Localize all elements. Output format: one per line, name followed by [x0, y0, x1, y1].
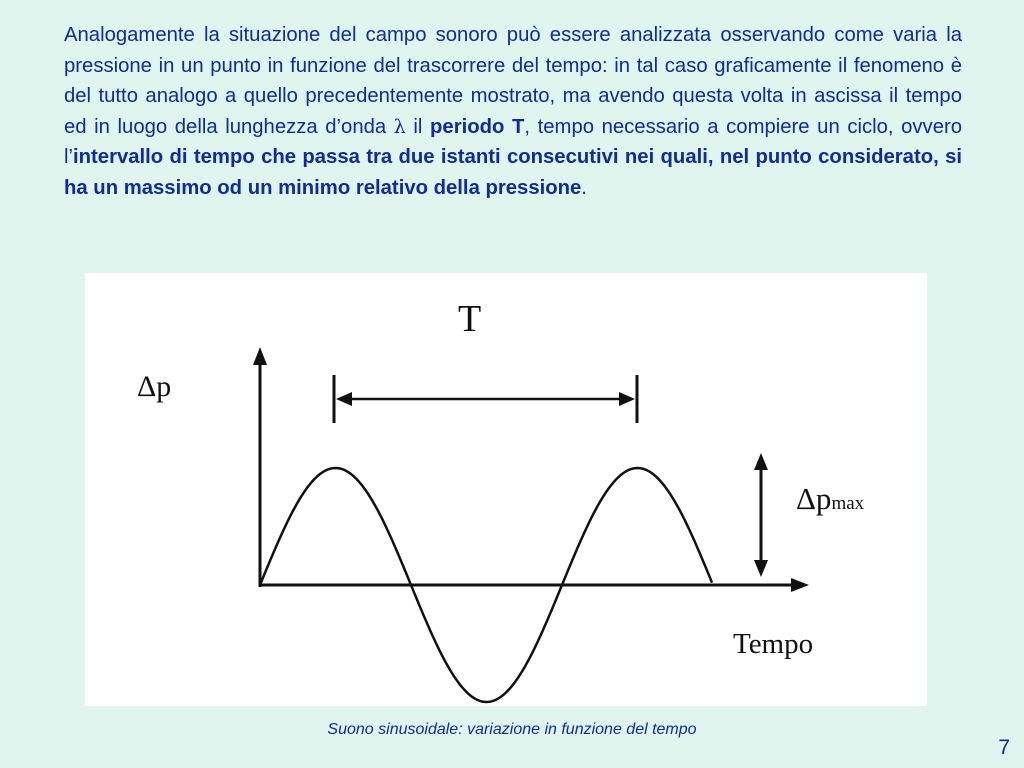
paragraph-end: . [581, 176, 587, 199]
amplitude-subscript: max [831, 493, 865, 514]
x-axis-label: Tempo [733, 628, 814, 660]
amplitude-symbol: Δp [796, 481, 832, 516]
page-number: 7 [998, 736, 1010, 759]
period-term: periodo T [430, 115, 525, 138]
paragraph-intro: Analogamente la situazione del campo sonoro può essere analizzata osservando come varia la pressione in un punto in funzione del trascorrere del tempo: in tal caso graficamente il fenomeno è del tutto analogo a quello precedentemente mostrato, ma avendo questa volta in ascissa il tempo ed in luogo della lunghezza d’onda [64, 24, 962, 138]
period-definition: intervallo di tempo che passa tra due istanti consecutivi nei quali, nel punto considerato, si ha un massimo od un minimo relativo della pressione [64, 146, 962, 199]
sine-wave-figure [85, 273, 927, 706]
period-arrowhead-left [336, 392, 352, 406]
paragraph-middle: , tempo necessario a compiere un ciclo, ovvero l’ [64, 115, 963, 168]
figure-caption: Suono sinusoidale: variazione in funzione del tempo [327, 721, 697, 738]
body-paragraph [64, 20, 962, 203]
x-axis-arrowhead [791, 578, 809, 592]
y-axis-arrowhead [253, 347, 267, 365]
amplitude-label [796, 481, 865, 516]
amplitude-arrowhead-bottom [754, 560, 768, 577]
lambda-symbol: λ [393, 115, 406, 138]
sine-wave-diagram [85, 273, 927, 706]
amplitude-arrowhead-top [754, 453, 768, 470]
period-label: T [458, 298, 482, 340]
paragraph-il: il [405, 115, 431, 138]
y-axis-label: Δp [137, 370, 172, 403]
period-arrowhead-right [619, 392, 635, 406]
